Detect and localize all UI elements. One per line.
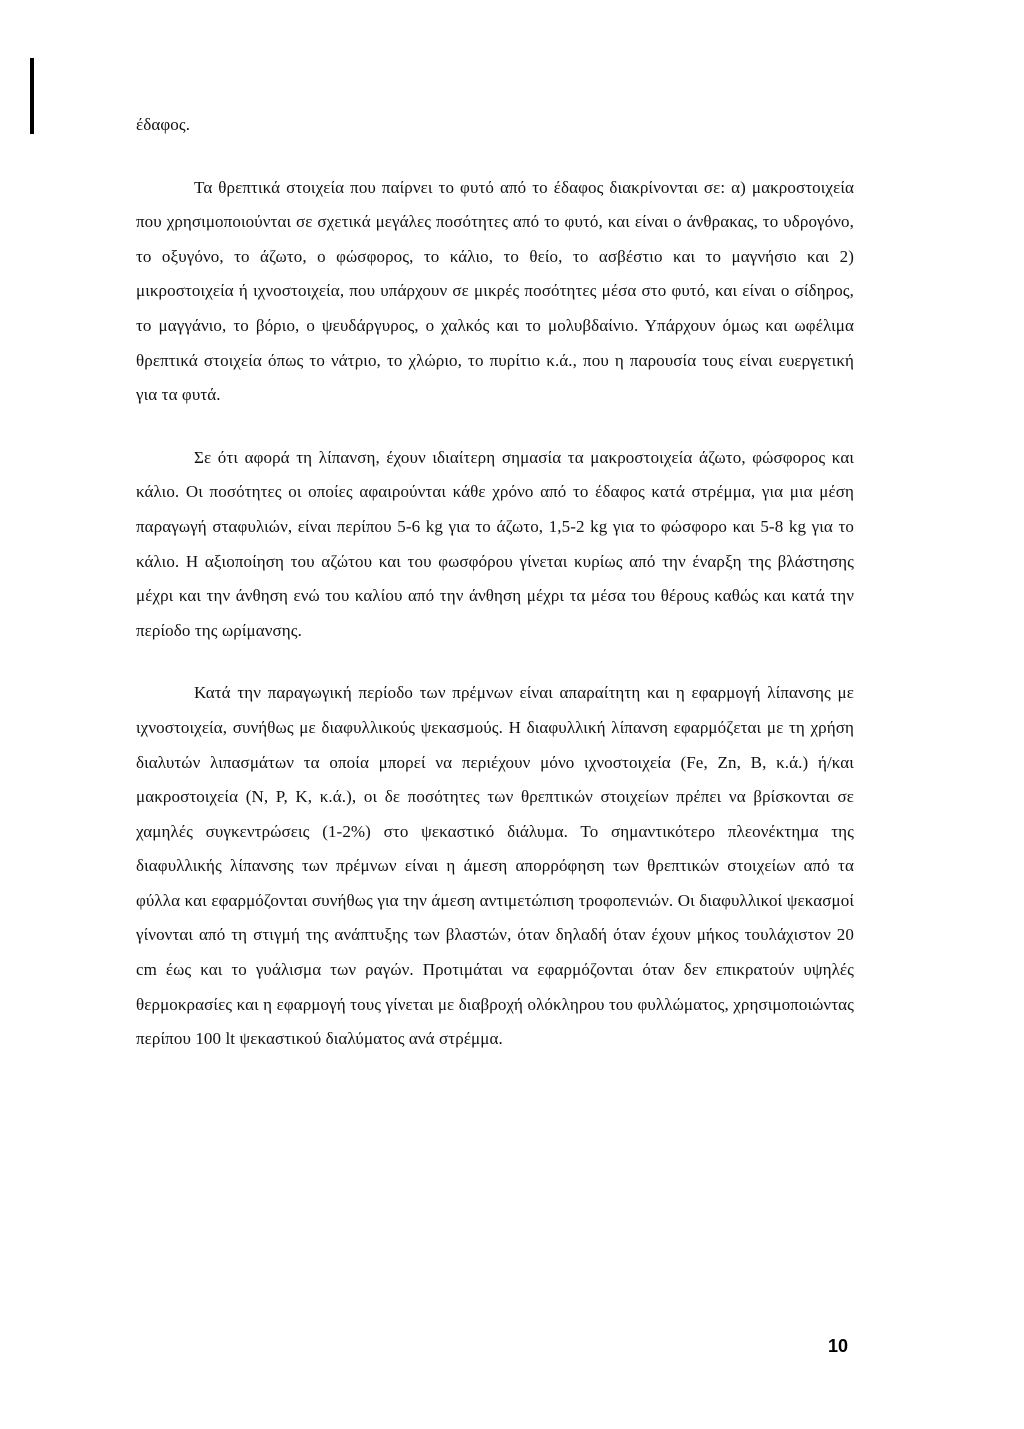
margin-bar [30,58,34,134]
document-body [136,108,854,1057]
paragraph-fertilization: Σε ότι αφορά τη λίπανση, έχουν ιδιαίτερη σημασία τα μακροστοιχεία άζωτο, φώσφορος και κάλιο. Οι ποσότητες οι οποίες αφαιρούνται κάθε χρόνο από το έδαφος κατά στρέμμα, για μια μέση παραγωγή σταφυλιών, είναι περίπου 5-6 kg για το άζωτο, 1,5-2 kg για το φώσφορο και 5-8 kg για το κάλιο. Η αξιοποίηση του αζώτου και του φωσφόρου γίνεται κυρίως από την έναρξη της βλάστησης μέχρι και την άνθηση ενώ του καλίου από την άνθηση μέχρι τα μέσα του θέρους καθώς και κατά την περίοδο της ωρίμανσης. [136,447,854,640]
page-number: 10 [828,1336,849,1356]
paragraph-foliar: Κατά την παραγωγική περίοδο των πρέμνων είναι απαραίτητη και η εφαρμογή λίπανσης με ιχνοστοιχεία, συνήθως με διαφυλλικούς ψεκασμούς. Η διαφυλλική λίπανση εφαρμόζεται με τη χρήση διαλυτών λιπασμάτων τα οποία μπορεί να περιέχουν μόνο ιχνοστοιχεία (Fe, Zn, B, κ.ά.) ή/και μακροστοιχεία (N, P, K, κ.ά.), οι δε ποσότητες των θρεπτικών στοιχείων πρέπει να βρίσκονται σε χαμηλές συγκεντρώσεις (1-2%) στο ψεκαστικό διάλυμα. Το σημαντικότερο πλεονέκτημα της διαφυλλικής λίπανσης των πρέμνων είναι η άμεση απορρόφηση των θρεπτικών στοιχείων από τα φύλλα και εφαρμόζονται συνήθως για την άμεση αντιμετώπιση τροφοπενιών. Οι διαφυλλικοί ψεκασμοί γίνονται από τη στιγμή της ανάπτυξης των βλαστών, όταν δηλαδή όταν έχουν μήκος τουλάχιστον 20 cm έως και το γυάλισμα των ραγών. Προτιμάται να εφαρμόζονται όταν δεν επικρατούν υψηλές θερμοκρασίες και η εφαρμογή τους γίνεται με διαβροχή ολόκληρου του φυλλώματος, χρησιμοποιώντας περίπου 100 lt ψεκαστικού διαλύματος ανά στρέμμα. [136,683,854,1049]
paragraph-fragment: έδαφος. [136,115,191,134]
paragraph-nutrients: Τα θρεπτικά στοιχεία που παίρνει το φυτό από το έδαφος διακρίνονται σε: α) μακροστοιχεία που χρησιμοποιούνται σε σχετικά μεγάλες ποσότητες από το φυτό, και είναι ο άνθρακας, το υδρογόνο, το οξυγόνο, το άζωτο, ο φώσφορος, το κάλιο, το θείο, το ασβέστιο και το μαγνήσιο και 2) μικροστοιχεία ή ιχνοστοιχεία, που υπάρχουν σε μικρές ποσότητες μέσα στο φυτό, και είναι ο σίδηρος, το μαγγάνιο, το βόριο, ο ψευδάργυρος, ο χαλκός και το μολυβδαίνιο. Υπάρχουν όμως και ωφέλιμα θρεπτικά στοιχεία όπως το νάτριο, το χλώριο, το πυρίτιο κ.ά., που η παρουσία τους είναι ευεργετική για τα φυτά. [136,177,854,405]
